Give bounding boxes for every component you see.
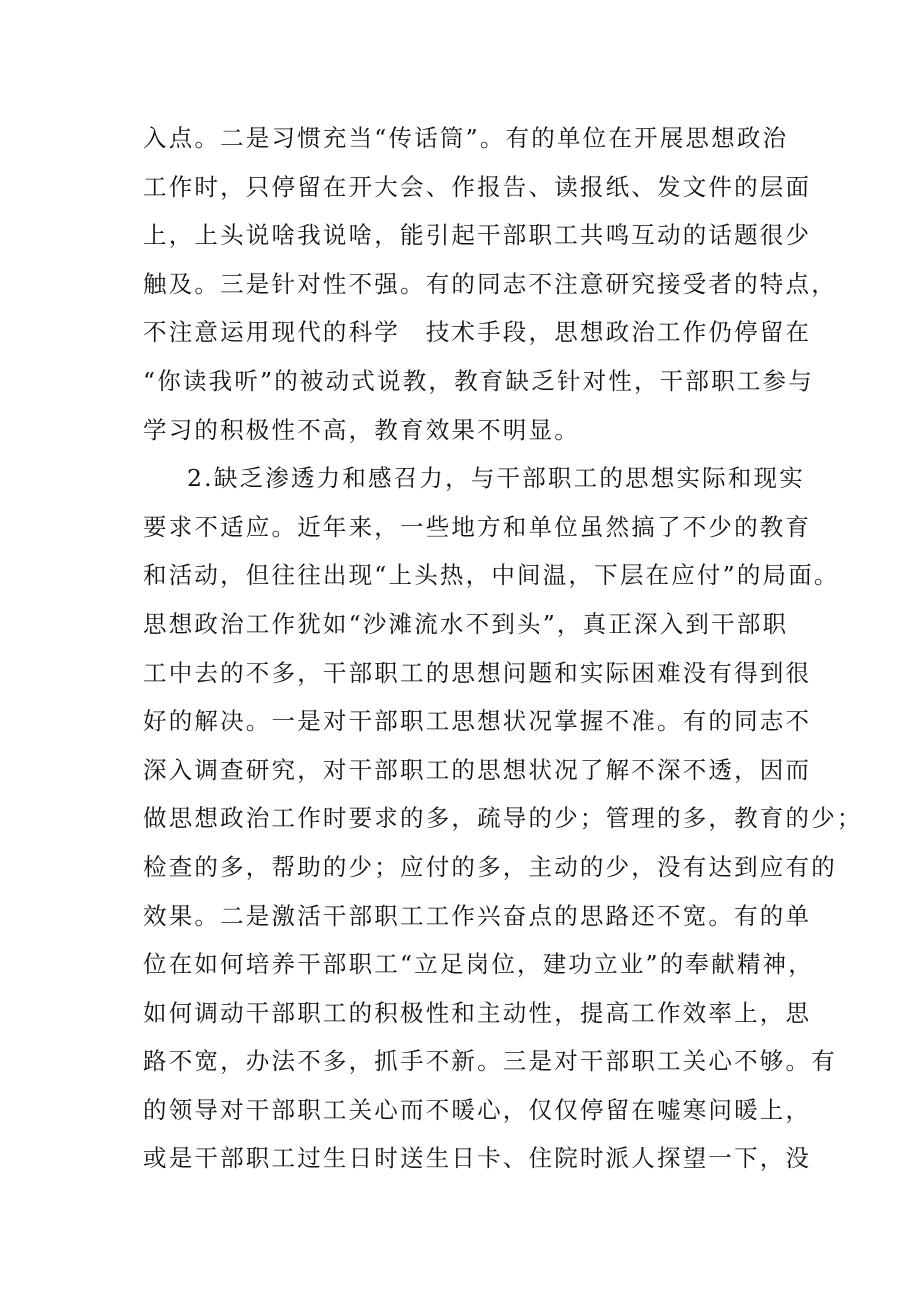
text-line: 入点。二是习惯充当“传话筒”。有的单位在开展思想政治 — [143, 124, 789, 152]
text-line: 工中去的不多，干部职工的思想问题和实际困难没有得到很 — [143, 658, 812, 687]
text-line: 要求不适应。近年来，一些地方和单位虽然搞了不少的教育 — [143, 512, 812, 541]
text-line: 位在如何培养干部职工“立足岗位，建功立业”的奉献精神， — [143, 950, 814, 979]
text-line: 或是干部职工过生日时送生日卡、住院时派人探望一下，没 — [143, 1144, 812, 1173]
text-line: “你读我听”的被动式说教，教育缺乏针对性，干部职工参与 — [143, 366, 814, 395]
text-line: 的领导对干部职工关心而不暖心，仅仅停留在嘘寒问暖上， — [143, 1095, 812, 1124]
text-line: 路不宽，办法不多，抓手不新。三是对干部职工关心不够。有 — [143, 1047, 837, 1076]
text-line: 如何调动干部职工的积极性和主动性，提高工作效率上，思 — [143, 998, 812, 1027]
text-line-first: 2.缺乏渗透力和感召力，与干部职工的思想实际和现实 — [187, 464, 805, 493]
text-line: 不注意运用现代的科学 技术手段，思想政治工作仍停留在 — [143, 318, 812, 347]
text-line: 上，上头说啥我说啥，能引起干部职工共鸣互动的话题很少 — [143, 221, 812, 250]
text-line: 学习的积极性不高，教育效果不明显。 — [143, 415, 580, 444]
text-line: 做思想政治工作时要求的多，疏导的少；管理的多，教育的少； — [143, 804, 863, 833]
text-line: 和活动，但往往出现“上头热，中间温，下层在应付”的局面。 — [143, 561, 840, 590]
text-line: 好的解决。一是对干部职工思想状况掌握不准。有的同志不 — [143, 707, 812, 736]
paragraph-2 — [143, 454, 863, 1183]
document-body — [143, 114, 863, 1183]
paragraph-1 — [143, 114, 837, 454]
text-line: 思想政治工作犹如“沙滩流水不到头”，真正深入到干部职 — [143, 609, 789, 638]
text-line: 触及。三是针对性不强。有的同志不注意研究接受者的特点， — [143, 269, 837, 298]
text-line: 效果。二是激活干部职工工作兴奋点的思路还不宽。有的单 — [143, 901, 812, 930]
text-line: 检查的多，帮助的少；应付的多，主动的少，没有达到应有的 — [143, 852, 837, 881]
text-line: 工作时，只停留在开大会、作报告、读报纸、发文件的层面 — [143, 172, 812, 201]
text-line: 深入调查研究，对干部职工的思想状况了解不深不透，因而 — [143, 755, 812, 784]
